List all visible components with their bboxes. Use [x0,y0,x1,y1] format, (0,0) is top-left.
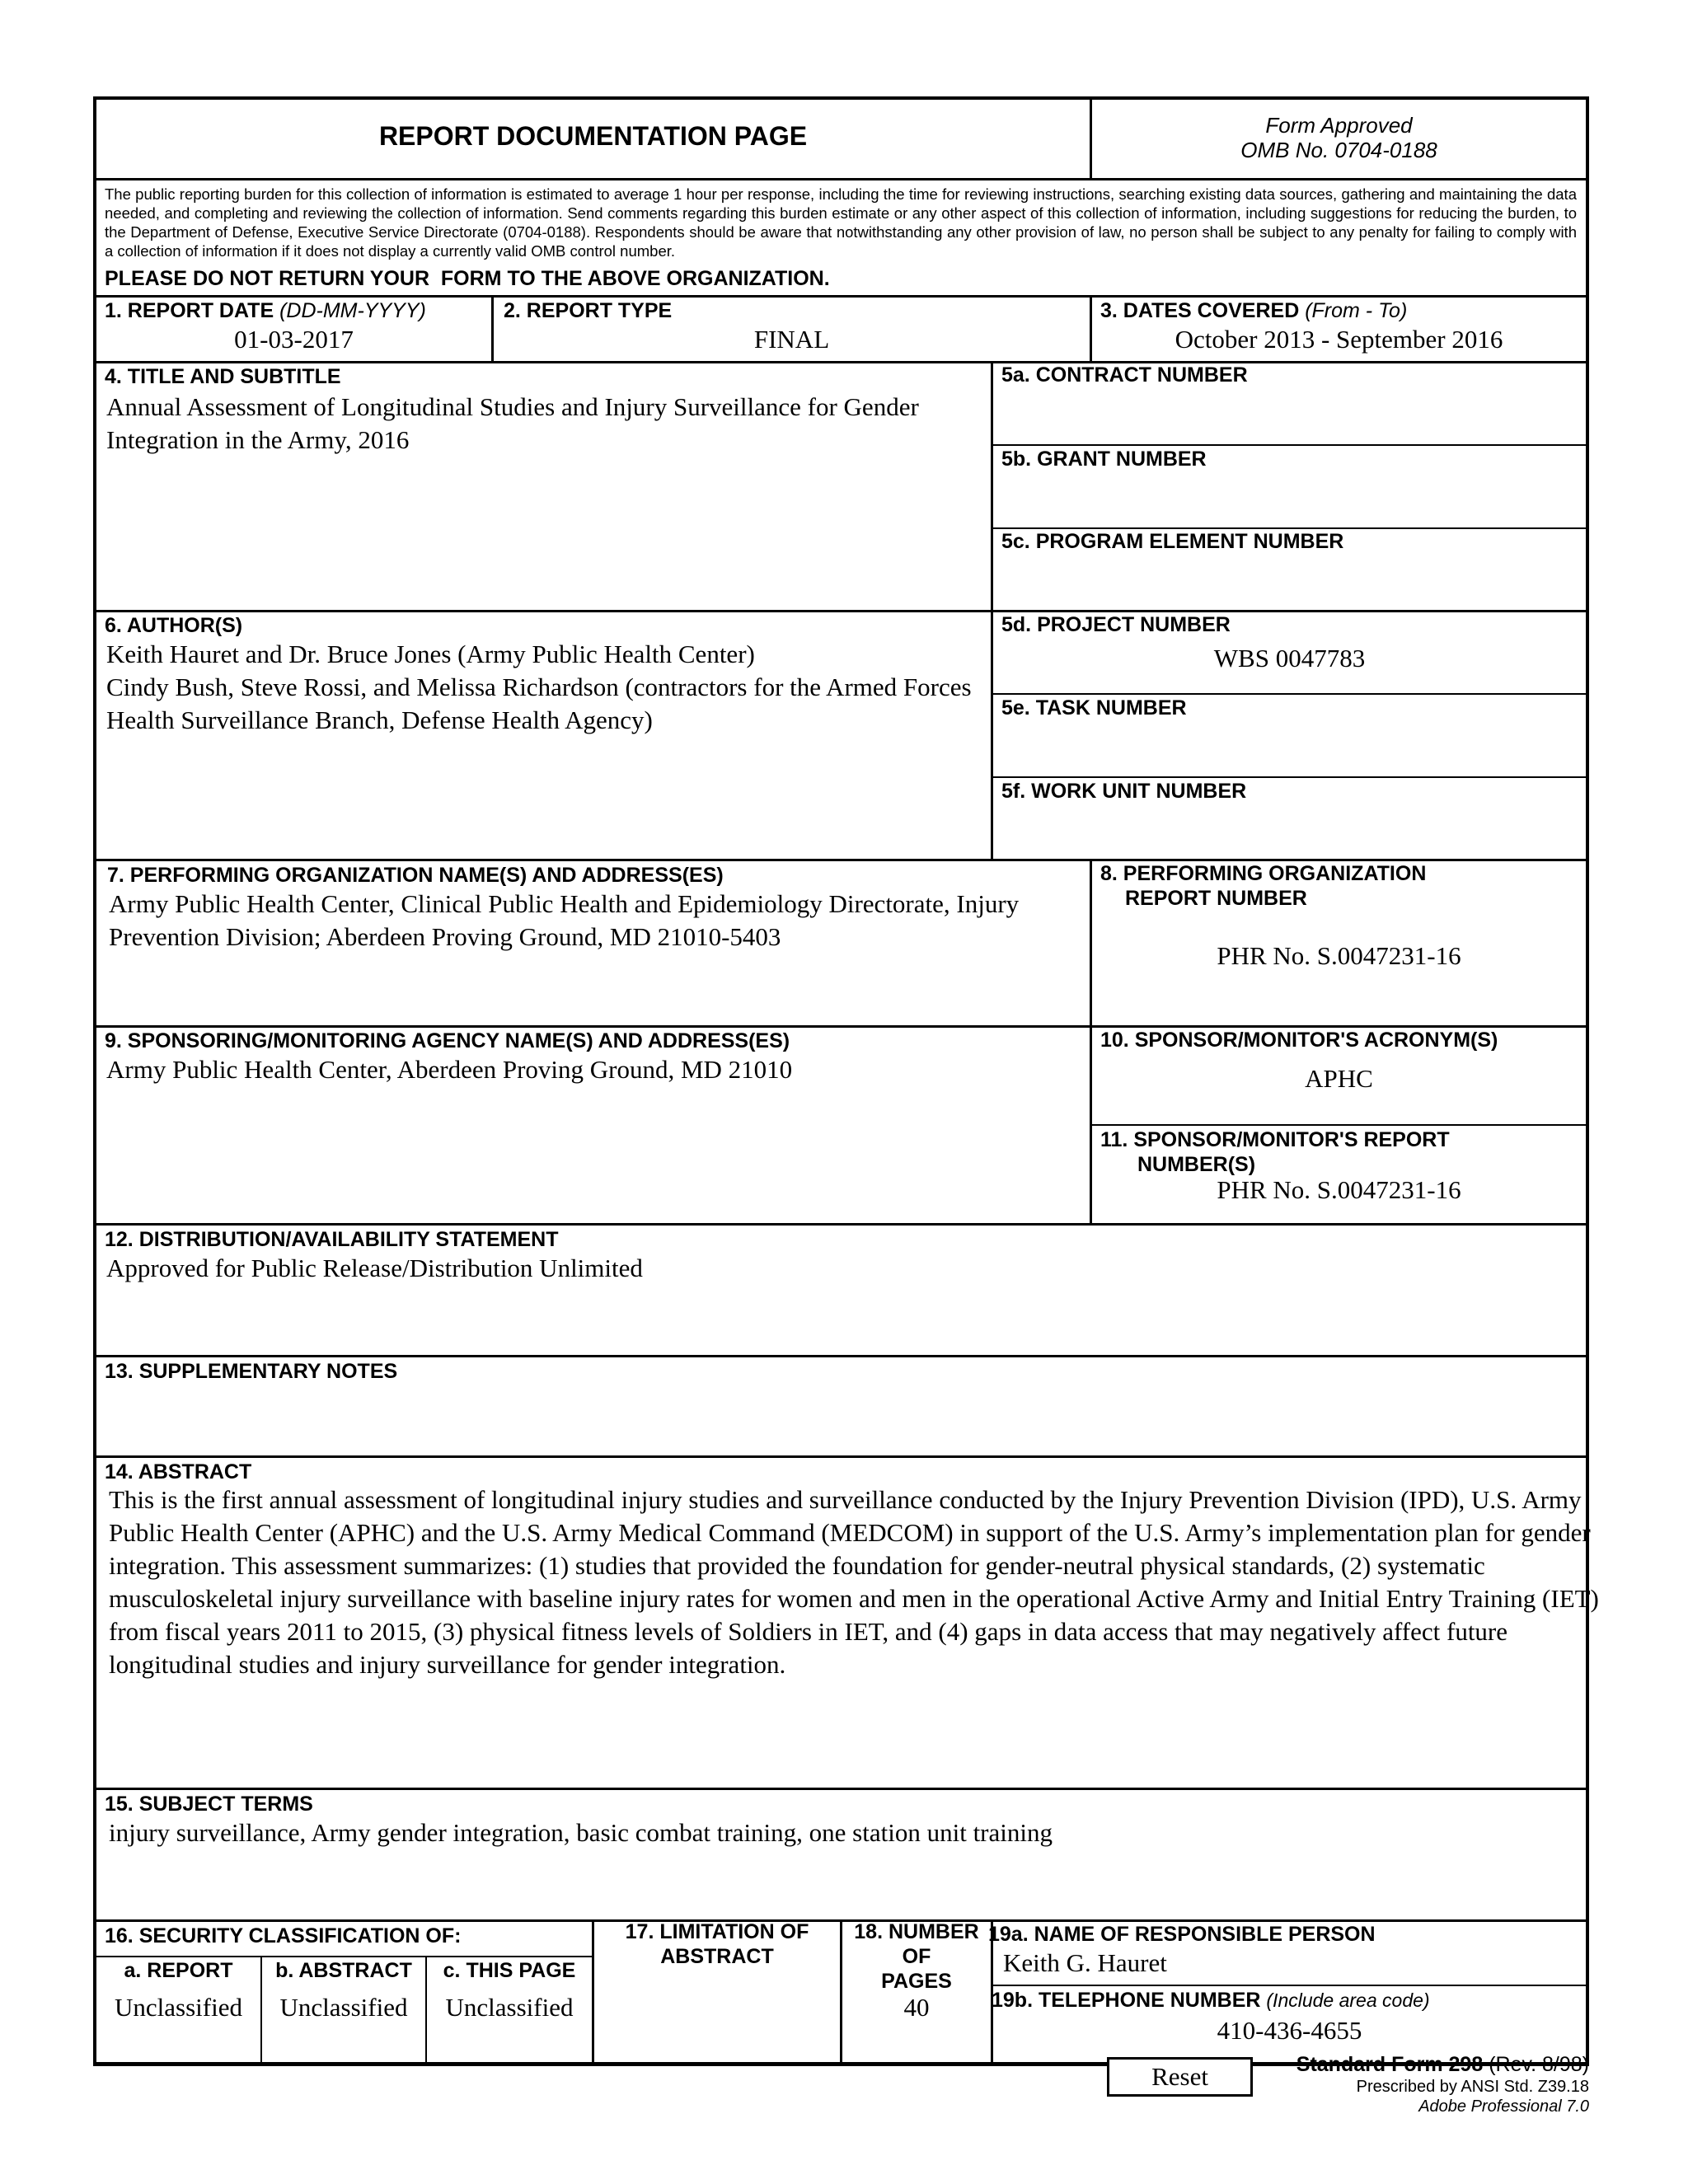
dates-covered-label: 3. DATES COVERED (From - To) [1100,299,1408,322]
security-report-label: a. REPORT [124,1959,233,1982]
sponsor-acronym-field[interactable] [1092,1062,1586,1124]
subject-terms-label: 15. SUBJECT TERMS [105,1793,313,1816]
reset-button[interactable]: Reset [1107,2057,1253,2097]
report-date-value: 01-03-2017 [234,325,354,354]
software-version: Adobe Professional 7.0 [1418,2097,1589,2116]
do-not-return-warning: PLEASE DO NOT RETURN YOUR FORM TO THE ABOVE ORGANIZATION. [105,267,830,290]
subject-terms-value: injury surveillance, Army gender integration, basic combat training, one station unit training [109,1818,1053,1847]
abstract-line: from fiscal years 2011 to 2015, (3) physical fitness levels of Soldiers in IET, and (4) gaps in data access that may negatively affect future [109,1617,1508,1646]
title-label: 4. TITLE AND SUBTITLE [105,365,341,388]
standard-form-label: Standard Form 298 (Rev. 8/98) [1296,2053,1589,2076]
distribution-value: Approved for Public Release/Distribution Unlimited [106,1254,643,1282]
form-approved-text: Form Approved [1265,113,1413,138]
abstract-line: musculoskeletal injury surveillance with baseline injury rates for women and men in the operational Active Army and Initial Entry Training (IET) [109,1584,1599,1613]
abstract-line: longitudinal studies and injury surveillance for gender integration. [109,1650,786,1679]
limitation-label: 17. LIMITATION OF ABSTRACT [625,1920,809,1968]
task-number-label: 5e. TASK NUMBER [1001,696,1187,719]
performing-org-label: 7. PERFORMING ORGANIZATION NAME(S) AND ADDRESS(ES) [107,864,724,887]
contract-number-field[interactable] [993,387,1586,444]
grant-number-field[interactable] [993,471,1586,527]
responsible-person-field[interactable] [993,1947,1586,1985]
security-classification-label: 16. SECURITY CLASSIFICATION OF: [105,1924,462,1947]
program-element-label: 5c. PROGRAM ELEMENT NUMBER [1001,530,1344,553]
abstract-line: Public Health Center (APHC) and the U.S. Army Medical Command (MEDCOM) in support of the U.S. Army’s implementation plan for gender [109,1518,1591,1547]
num-pages-label: 18. NUMBER OF PAGES [854,1920,979,1993]
performing-org-line: Prevention Division; Aberdeen Proving Ground, MD 21010-5403 [109,922,781,951]
security-abstract-field[interactable] [262,1988,425,2062]
authors-field[interactable] [96,638,991,859]
sponsor-acronym-label: 10. SPONSOR/MONITOR'S ACRONYM(S) [1100,1029,1498,1052]
responsible-person-label: 19a. NAME OF RESPONSIBLE PERSON [988,1923,1376,1946]
telephone-label: 19b. TELEPHONE NUMBER (Include area code) [992,1989,1430,2012]
security-abstract-value: Unclassified [279,1993,408,2022]
distribution-field[interactable] [96,1252,1586,1355]
work-unit-field[interactable] [993,804,1586,859]
abstract-label: 14. ABSTRACT [105,1460,252,1483]
sponsor-report-number-label: 11. SPONSOR/MONITOR'S REPORT NUMBER(S) [1100,1128,1450,1176]
distribution-label: 12. DISTRIBUTION/AVAILABILITY STATEMENT [105,1228,559,1251]
burden-statement: The public reporting burden for this collection of information is estimated to average 1 hour per response, including the time for reviewing instructions, searching existing data sources, gathering and maintaining the data needed, and completing and reviewing the collection of information. Send comments regarding this burden estimate or any other aspect of this collection of information, including suggestions for reducing the burden, to the Department of Defense, Executive Service Directorate (0704-0188). Respondents should be aware that notwithstanding any other provision of law, no person shall be subject to any penalty for failing to comply with a collection of information if it does not display a currently valid OMB control number. [105,185,1577,260]
sponsoring-agency-label: 9. SPONSORING/MONITORING AGENCY NAME(S) AND ADDRESS(ES) [105,1029,790,1052]
dates-covered-field[interactable] [1092,323,1586,361]
report-type-field[interactable] [494,323,1090,361]
security-report-field[interactable] [96,1988,260,2062]
report-date-field[interactable] [96,323,491,361]
num-pages-value: 40 [903,1993,930,2022]
performing-report-number-label: 8. PERFORMING ORGANIZATION REPORT NUMBER [1100,862,1427,910]
title-field[interactable] [96,391,991,610]
sponsoring-agency-field[interactable] [96,1053,1090,1223]
project-number-label: 5d. PROJECT NUMBER [1001,613,1231,636]
work-unit-label: 5f. WORK UNIT NUMBER [1001,780,1247,803]
authors-label: 6. AUTHOR(S) [105,614,243,637]
security-this-page-value: Unclassified [445,1993,574,2022]
supplementary-notes-field[interactable] [96,1384,1586,1455]
security-abstract-label: b. ABSTRACT [275,1959,412,1982]
num-pages-field[interactable] [842,1991,991,2062]
abstract-line: This is the first annual assessment of longitudinal injury studies and surveillance conducted by the Injury Prevention Division (IPD), U.S. Army [109,1485,1582,1514]
task-number-field[interactable] [993,720,1586,776]
sponsor-report-number-field[interactable] [1092,1174,1586,1223]
performing-report-number-field[interactable] [1092,940,1586,1025]
responsible-person-value: Keith G. Hauret [1003,1948,1167,1977]
contract-number-label: 5a. CONTRACT NUMBER [1001,363,1248,387]
prescribed-by: Prescribed by ANSI Std. Z39.18 [1356,2078,1589,2096]
report-date-label: 1. REPORT DATE (DD-MM-YYYY) [105,299,426,322]
security-report-value: Unclassified [115,1993,242,2022]
report-type-value: FINAL [753,325,830,354]
project-number-field[interactable] [993,637,1586,693]
subject-terms-field[interactable] [96,1816,1586,1919]
grant-number-label: 5b. GRANT NUMBER [1001,448,1207,471]
security-this-page-label: c. THIS PAGE [443,1959,576,1982]
author-line: Health Surveillance Branch, Defense Health Agency) [106,705,653,734]
sponsoring-agency-value: Army Public Health Center, Aberdeen Proving Ground, MD 21010 [106,1055,793,1084]
supplementary-notes-label: 13. SUPPLEMENTARY NOTES [105,1360,398,1383]
title-value: Annual Assessment of Longitudinal Studies and Injury Surveillance for Gender Integration in the Army, 2016 [106,392,919,454]
program-element-field[interactable] [993,554,1586,610]
sponsor-acronym-value: APHC [1305,1064,1373,1093]
abstract-line: integration. This assessment summarizes: (1) studies that provided the foundation for gender-neutral physical standards, (2) systematic [109,1551,1485,1580]
telephone-value: 410-436-4655 [1217,2016,1362,2045]
limitation-field[interactable] [594,1978,840,2062]
omb-number: OMB No. 0704-0188 [1240,138,1437,162]
page-title: REPORT DOCUMENTATION PAGE [378,121,808,151]
security-this-page-field[interactable] [427,1988,592,2062]
dates-covered-value: October 2013 - September 2016 [1175,325,1503,354]
performing-org-field[interactable] [96,888,1090,1025]
sponsor-report-number-value: PHR No. S.0047231-16 [1217,1175,1461,1204]
author-line: Cindy Bush, Steve Rossi, and Melissa Richardson (contractors for the Armed Forces [106,673,972,701]
performing-report-number-value: PHR No. S.0047231-16 [1217,941,1461,970]
author-line: Keith Hauret and Dr. Bruce Jones (Army Public Health Center) [106,640,755,668]
performing-org-line: Army Public Health Center, Clinical Public Health and Epidemiology Directorate, Injury [109,889,1020,918]
abstract-field[interactable] [96,1483,1599,1788]
project-number-value: WBS 0047783 [1213,644,1366,673]
report-type-label: 2. REPORT TYPE [504,299,673,322]
